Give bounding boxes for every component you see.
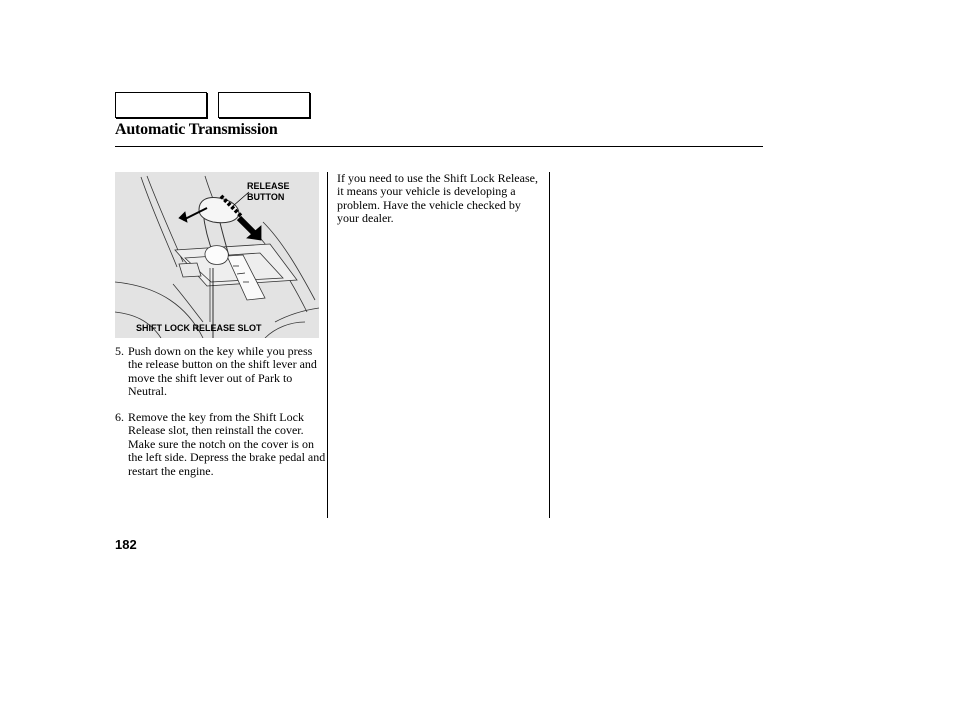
nav-tab-1[interactable] [115, 92, 207, 118]
shift-lock-slot-label: SHIFT LOCK RELEASE SLOT [136, 323, 262, 333]
note-paragraph: If you need to use the Shift Lock Release, it means your vehicle is developing a problem. Have the vehicle checked by your dealer. [337, 171, 538, 226]
page-number: 182 [115, 537, 137, 552]
nav-tab-2[interactable] [218, 92, 310, 118]
step-text: Push down on the key while you press the release button on the shift lever and move the shift lever out of Park to Neutral. [128, 344, 317, 399]
step-6 [115, 411, 327, 478]
step-number: 6. [115, 410, 124, 424]
release-button-label: RELEASE BUTTON [247, 181, 290, 202]
column-divider-1 [327, 172, 328, 518]
shift-lock-illustration [115, 172, 319, 338]
step-number: 5. [115, 344, 124, 358]
page-title: Automatic Transmission [115, 121, 278, 138]
step-5 [115, 345, 327, 399]
step-text: Remove the key from the Shift Lock Release slot, then reinstall the cover. Make sure the notch on the cover is on the left side. Depress the brake pedal and restart the engine. [128, 410, 326, 478]
column-divider-2 [549, 172, 550, 518]
title-rule [115, 146, 763, 147]
